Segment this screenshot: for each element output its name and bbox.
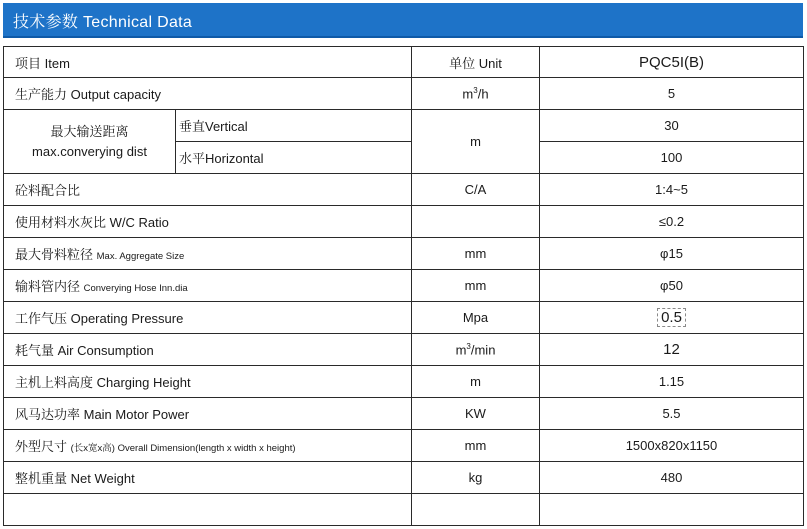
horizontal-value: 100 — [540, 142, 804, 174]
row-unit: kg — [412, 462, 540, 494]
distance-label-en: max.converying dist — [32, 143, 147, 159]
row-label: 耗气量 Air Consumption — [4, 334, 412, 366]
empty-cell — [412, 494, 540, 526]
row-unit: m — [412, 366, 540, 398]
row-value: φ15 — [540, 238, 804, 270]
row-value: 1:4~5 — [540, 174, 804, 206]
table-row-empty — [4, 494, 804, 526]
vertical-value: 30 — [540, 110, 804, 142]
horizontal-label: 水平Horizontal — [176, 142, 412, 174]
section-header — [3, 3, 803, 38]
table-row-hose — [4, 270, 804, 302]
row-label: 砼料配合比 — [4, 174, 412, 206]
table-row-wc-ratio — [4, 206, 804, 238]
row-unit: $m^3/h$ — [412, 78, 540, 110]
row-label: 生产能力 Output capacity — [4, 78, 412, 110]
row-unit: mm — [412, 430, 540, 462]
row-value: 480 — [540, 462, 804, 494]
table-row-aggregate — [4, 238, 804, 270]
table-row-motor — [4, 398, 804, 430]
row-label: 外型尺寸 (长x宽x高) Overall Dimension(length x width x height) — [4, 430, 412, 462]
distance-unit: m — [412, 110, 540, 174]
table-row-dimension — [4, 430, 804, 462]
table-row-pressure — [4, 302, 804, 334]
row-label: 使用材料水灰比 W/C Ratio — [4, 206, 412, 238]
row-label: 主机上料高度 Charging Height — [4, 366, 412, 398]
row-value: 1.15 — [540, 366, 804, 398]
row-value: 1500x820x1150 — [540, 430, 804, 462]
row-label: 风马达功率 Main Motor Power — [4, 398, 412, 430]
vertical-label: 垂直Vertical — [176, 110, 412, 142]
empty-cell — [540, 494, 804, 526]
row-unit: C/A — [412, 174, 540, 206]
row-value: 5 — [540, 78, 804, 110]
distance-label — [4, 110, 176, 174]
row-label: 工作气压 Operating Pressure — [4, 302, 412, 334]
technical-data-table — [3, 46, 804, 526]
row-unit: $m^3/\min$ — [412, 334, 540, 366]
header-item: 项目 Item — [4, 47, 412, 78]
row-label: 输料管内径 Converying Hose Inn.dia — [4, 270, 412, 302]
row-unit: mm — [412, 270, 540, 302]
row-unit — [412, 206, 540, 238]
table-row-charging — [4, 366, 804, 398]
row-value — [540, 302, 804, 334]
row-value: 5.5 — [540, 398, 804, 430]
table-row-mix-ratio — [4, 174, 804, 206]
table-header-row — [4, 47, 804, 78]
table-row-air — [4, 334, 804, 366]
pressure-value: 0.5 — [657, 308, 686, 327]
row-unit: mm — [412, 238, 540, 270]
header-unit: 单位 Unit — [412, 47, 540, 78]
section-title: 技术参数 Technical Data — [13, 14, 193, 31]
model-name: PQC5I(B) — [638, 53, 704, 71]
row-label: 最大骨料粒径 Max. Aggregate Size — [4, 238, 412, 270]
table-row-output — [4, 78, 804, 110]
header-model — [540, 47, 804, 78]
row-value: φ50 — [540, 270, 804, 302]
distance-label-cn: 最大输送距离 — [50, 123, 129, 139]
row-value: ≤0.2 — [540, 206, 804, 238]
empty-cell — [4, 494, 412, 526]
row-label: 整机重量 Net Weight — [4, 462, 412, 494]
row-value: 12 — [540, 334, 804, 366]
row-unit: KW — [412, 398, 540, 430]
row-unit: Mpa — [412, 302, 540, 334]
table-row-distance-vertical — [4, 110, 804, 142]
table-row-weight — [4, 462, 804, 494]
technical-data-table-container — [3, 46, 803, 524]
